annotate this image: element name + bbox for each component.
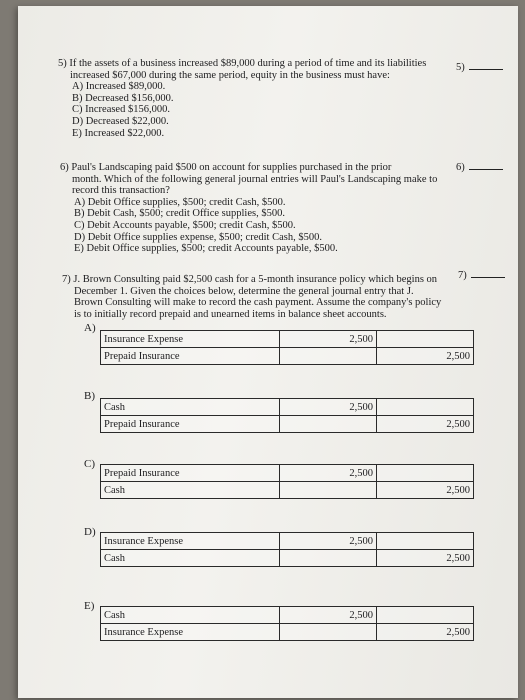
journal-row-credit — [101, 550, 474, 567]
journal-row-credit — [101, 482, 474, 499]
credit-account: Prepaid Insurance — [101, 348, 280, 365]
journal-entry-a — [100, 330, 474, 365]
journal-row-credit — [101, 416, 474, 433]
question-6-option-b: B) Debit Cash, $500; credit Office supplies, $500. — [74, 208, 285, 220]
credit-amount: 2,500 — [377, 348, 474, 365]
credit-amount-empty — [377, 331, 474, 348]
answer-line — [471, 268, 505, 278]
question-6-option-d: D) Debit Office supplies expense, $500; credit Cash, $500. — [74, 231, 322, 243]
question-7-stem-line-4: is to initially record prepaid and unearned items in balance sheet accounts. — [74, 308, 387, 320]
answer-line — [469, 160, 503, 170]
choice-a-label: A) — [84, 322, 96, 334]
credit-amount: 2,500 — [377, 482, 474, 499]
credit-account: Cash — [101, 482, 280, 499]
credit-account: Insurance Expense — [101, 624, 280, 641]
question-5-option-a: A) Increased $89,000. — [72, 81, 166, 93]
credit-amount: 2,500 — [377, 550, 474, 567]
debit-amount-empty — [280, 348, 377, 365]
debit-amount: 2,500 — [280, 465, 377, 482]
debit-amount-empty — [280, 624, 377, 641]
journal-row-debit — [101, 331, 474, 348]
question-5-stem-line-1: 5) If the assets of a business increased $89,000 during a period of time and its liabilities — [58, 58, 427, 69]
journal-entry-c — [100, 464, 474, 499]
question-5-option-b: B) Decreased $156,000. — [72, 92, 174, 104]
question-7 — [62, 274, 472, 320]
journal-entry-e — [100, 606, 474, 641]
question-7-stem-line-3: Brown Consulting will make to record the cash payment. Assume the company's policy — [74, 297, 442, 309]
question-5-stem-line-2: increased $67,000 during the same period, equity in the business must have: — [70, 69, 390, 81]
question-5-answer-label: 5) — [456, 62, 465, 73]
debit-account: Insurance Expense — [101, 533, 280, 550]
question-7-stem-line-1: 7) J. Brown Consulting paid $2,500 cash for a 5-month insurance policy which begins on — [62, 274, 438, 285]
journal-entry-b — [100, 398, 474, 433]
choice-e-label: E) — [84, 600, 95, 612]
journal-row-debit — [101, 533, 474, 550]
exam-page — [18, 6, 518, 698]
credit-amount: 2,500 — [377, 624, 474, 641]
credit-amount-empty — [377, 607, 474, 624]
credit-amount: 2,500 — [377, 416, 474, 433]
question-6-stem-line-2: month. Which of the following general journal entries will Paul's Landscaping make to — [72, 173, 438, 185]
debit-account: Cash — [101, 399, 280, 416]
journal-entry-d — [100, 532, 474, 567]
debit-account: Prepaid Insurance — [101, 465, 280, 482]
question-7-stem-line-2: December 1. Given the choices below, determine the general journal entry that J. — [74, 285, 414, 297]
debit-account: Cash — [101, 607, 280, 624]
debit-amount-empty — [280, 550, 377, 567]
debit-amount-empty — [280, 416, 377, 433]
credit-amount-empty — [377, 533, 474, 550]
question-6-answer-blank — [456, 160, 503, 173]
question-5-option-e: E) Increased $22,000. — [72, 127, 165, 139]
question-6-option-e: E) Debit Office supplies, $500; credit Accounts payable, $500. — [74, 243, 338, 255]
credit-amount-empty — [377, 465, 474, 482]
question-5 — [58, 58, 478, 139]
question-6-option-a: A) Debit Office supplies, $500; credit Cash, $500. — [74, 196, 286, 208]
journal-row-credit — [101, 624, 474, 641]
question-6-stem-line-1: 6) Paul's Landscaping paid $500 on account for supplies purchased in the prior — [60, 162, 392, 173]
question-5-option-c: C) Increased $156,000. — [72, 104, 170, 116]
question-5-option-d: D) Decreased $22,000. — [72, 115, 169, 127]
journal-row-debit — [101, 399, 474, 416]
question-6-stem-line-3: record this transaction? — [72, 185, 170, 197]
choice-b-label: B) — [84, 390, 95, 402]
journal-row-debit — [101, 465, 474, 482]
credit-amount-empty — [377, 399, 474, 416]
question-6 — [60, 162, 470, 255]
credit-account: Cash — [101, 550, 280, 567]
question-7-answer-label: 7) — [458, 270, 467, 281]
debit-amount: 2,500 — [280, 331, 377, 348]
question-7-answer-blank — [458, 268, 505, 281]
choice-c-label: C) — [84, 458, 95, 470]
question-5-answer-blank — [456, 60, 503, 73]
answer-line — [469, 60, 503, 70]
credit-account: Prepaid Insurance — [101, 416, 280, 433]
question-6-answer-label: 6) — [456, 162, 465, 173]
question-6-option-c: C) Debit Accounts payable, $500; credit Cash, $500. — [74, 219, 296, 231]
debit-amount: 2,500 — [280, 533, 377, 550]
journal-row-credit — [101, 348, 474, 365]
journal-row-debit — [101, 607, 474, 624]
debit-amount-empty — [280, 482, 377, 499]
debit-account: Insurance Expense — [101, 331, 280, 348]
choice-d-label: D) — [84, 526, 96, 538]
debit-amount: 2,500 — [280, 399, 377, 416]
debit-amount: 2,500 — [280, 607, 377, 624]
